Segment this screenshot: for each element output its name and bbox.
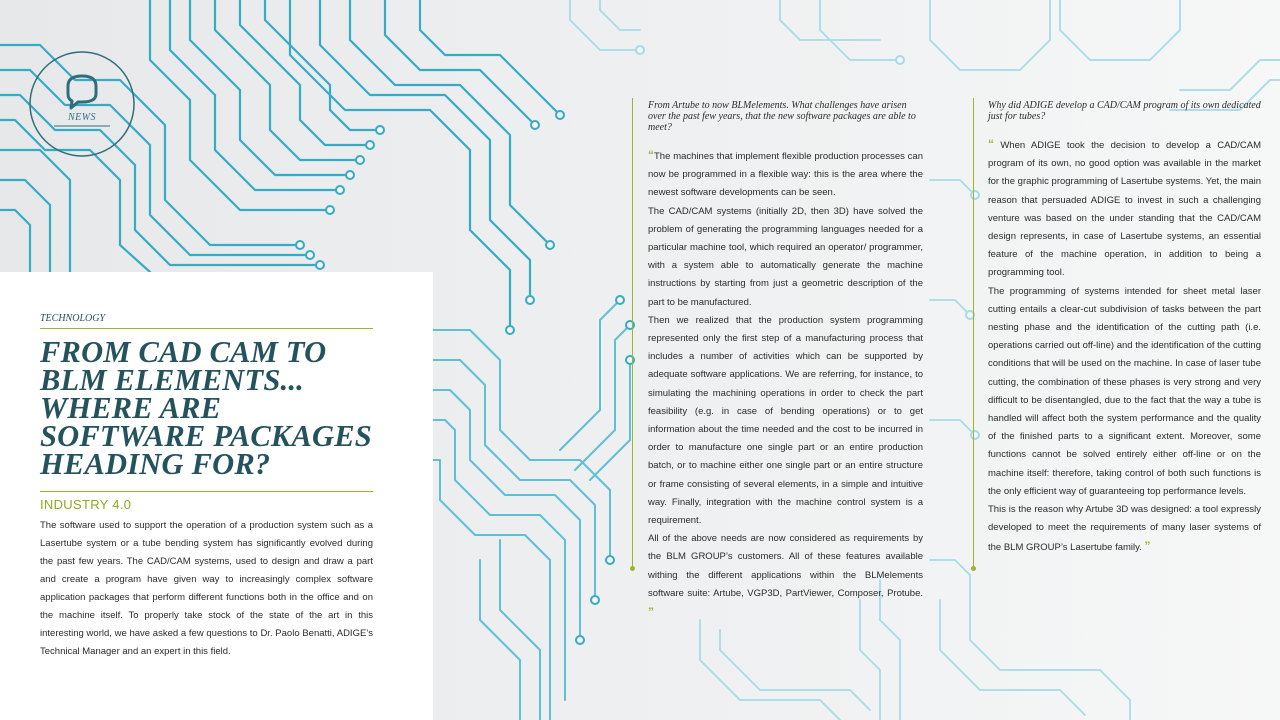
answer-paragraph: The programming of systems intended for sheet metal laser cutting entails a clear-cut subdivision of tasks between the part nesting phase and the identification of the cutting path (i.e. operations carried out off-line) and the identification of the cutting conditions that will be used on the machine. In case of laser tube cutting, the combination of these phases is very strong and very difficult to be disentangled, due to the fact that the way a tube is handled will affect both the system performance and the quality of the finished parts to a significant extent. Moreover, some functions cannot be solved entirely either off-line or on the machine itself: therefore, taking control of both such functions is the only efficient way of guaranteeing top performance levels. <box>988 285 1261 497</box>
speech-bubble-icon <box>68 76 96 108</box>
column-rule-dot <box>971 566 976 571</box>
badge-circle <box>18 40 146 168</box>
answer-text: When ADIGE took the decision to develop a CAD/CAM program of its own, no good option was available in the market for the graphic programming of Lasertube systems. Yet, the main reason that persuaded ADIGE to invest in such a challenging venture was based on the under standing that the CAD/CAM design represents, in case of Lasertube systems, an essential feature of the machine operation, in addition to being a programming tool. <box>988 140 1262 279</box>
article-intro: The software used to support the operation of a production system such as a Lasertube system or a tube bending system has significantly evolved during the past few years. The CAD/CAM systems, used to design and draw a part and create a program have given way to increasingly complex software application packages that perform different functions both in the office and on the machine itself. To properly take stock of the state of the art in this interesting world, we have asked a few questions to Dr. Paolo Benatti, ADIGE’s Technical Manager and an expert in this field. <box>40 520 373 657</box>
open-quote-icon: “ <box>988 137 994 151</box>
answer-paragraph <box>988 135 1261 283</box>
headline-line: SOFTWARE PACKAGES <box>40 419 372 453</box>
column-rule-right <box>973 98 974 568</box>
headline-line: BLM ELEMENTS... <box>40 363 304 397</box>
interview-column-2 <box>988 100 1261 558</box>
answer-text: The machines that implement flexible production processes can now be programmed in a flexible way: this is the area where the newest software developments can be seen. <box>648 151 923 199</box>
answer-paragraph: Then we realized that the production system programming represented only the first step of a manufacturing process that includes a number of activities which can be supported by adequate software applications. We are referring, for instance, to simulating the machining operations in order to check the part feasibility (e.g. in case of bending operations) or to get information about the time needed and the cost to be incurred in order to manufacture one single part or an entire production batch, or to machine either one single part or an entire structure or frame consisting of several elements, in a simple and intuitive way. Finally, integration with the machine control system is a requirement. <box>648 314 923 527</box>
answer-paragraph: The CAD/CAM systems (initially 2D, then 3D) have solved the problem of generating the programming languages needed for a particular machine tool, which required an operator/ programmer, with a system able to automatically generate the machine instructions by starting from just a geometric description of the part to be manufactured. <box>648 205 923 308</box>
headline-line: HEADING FOR? <box>40 447 271 481</box>
section-label: TECHNOLOGY <box>40 313 373 329</box>
headline-line: WHERE ARE <box>40 391 222 425</box>
close-quote-icon: ” <box>648 605 654 620</box>
answer-text: All of the above needs are now considered as requirements by the BLM GROUP’s customers. All of these features available withing the different applications within the BLMelements software suite: Artube, VGP3D, PartViewer, Composer, Protube. <box>648 533 923 599</box>
open-quote-icon: “ <box>648 148 654 162</box>
answer-paragraph <box>648 146 923 203</box>
headline-line: FROM CAD CAM TO <box>40 335 327 369</box>
article-subhead: INDUSTRY 4.0 <box>40 497 132 512</box>
article-headline <box>40 335 390 481</box>
answer-paragraph <box>988 501 1261 558</box>
column-rule-dot <box>630 566 635 571</box>
column-rule-middle <box>632 98 633 568</box>
question-1: From Artube to now BLMelements. What challenges have arisen over the past few years, that the new software packages are able to meet? <box>648 100 916 133</box>
headline-divider <box>40 491 373 492</box>
answer-text: This is the reason why Artube 3D was designed: a tool expressly developed to meet the requirements of many laser systems of the BLM GROUP’s Lasertube family. <box>988 504 1261 554</box>
question-2: Why did ADIGE develop a CAD/CAM program of its own dedicated just for tubes? <box>988 100 1261 122</box>
close-quote-icon: ” <box>1144 539 1151 554</box>
interview-column-1 <box>648 100 923 623</box>
answer-paragraph <box>648 530 923 623</box>
news-badge <box>18 40 146 168</box>
news-label: NEWS <box>67 112 97 123</box>
